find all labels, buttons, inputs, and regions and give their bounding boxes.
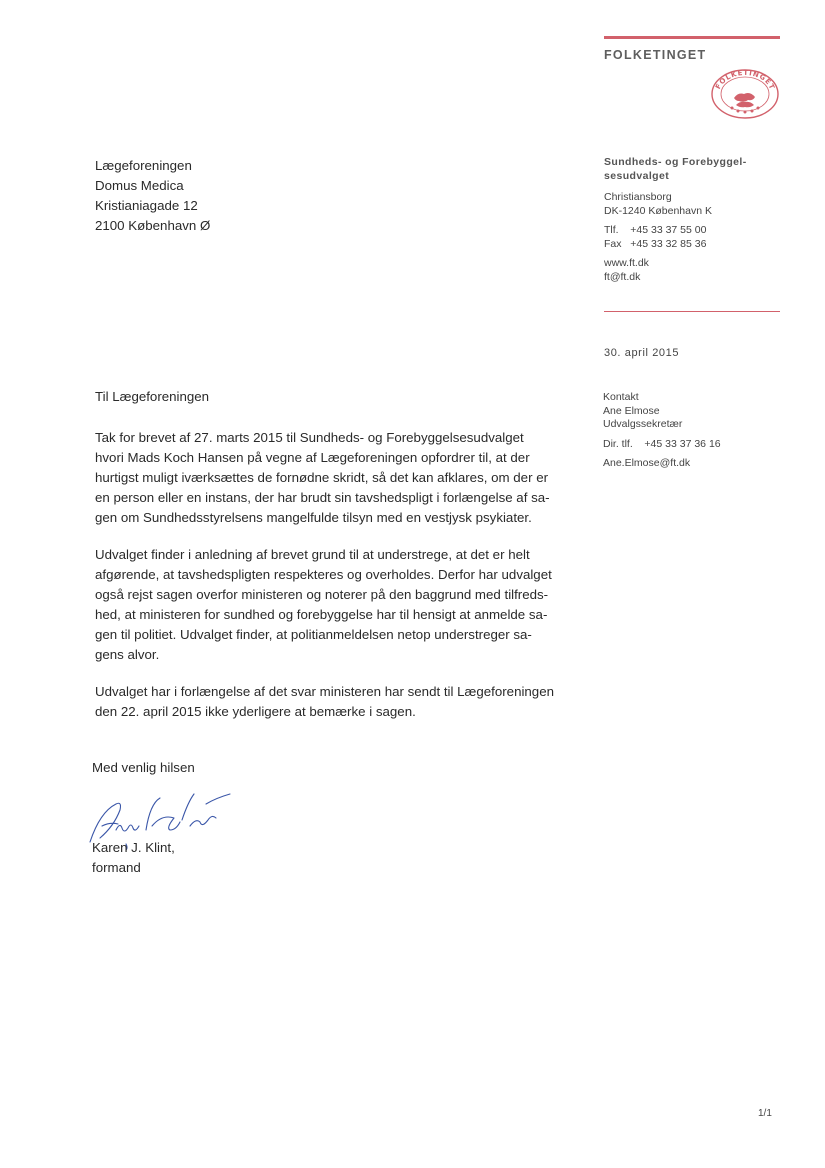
committee-email: ft@ft.dk <box>604 270 641 283</box>
paragraph-line: Tak for brevet af 27. marts 2015 til Sundheds- og Forebyggelsesudvalget <box>95 430 524 445</box>
paragraph-line: hvori Mads Koch Hansen på vegne af Lægeforeningen opfordrer til, at der <box>95 450 530 465</box>
letter-date: 30. april 2015 <box>604 347 680 359</box>
recipient-city: 2100 København Ø <box>95 218 211 233</box>
paragraph-line: hed, at ministeren for sundhed og forebyggelse har til hensigt at anmelde sa- <box>95 607 548 622</box>
paragraph-line: afgørende, at tavshedspligten respekteres og overholdes. Derfor har udvalget <box>95 567 552 582</box>
paragraph-line: gens alvor. <box>95 647 160 662</box>
header-rule <box>604 36 780 39</box>
folketinget-seal-logo <box>710 68 780 120</box>
recipient-street: Kristianiagade 12 <box>95 198 198 213</box>
paragraph-3 <box>95 682 575 722</box>
signer-block <box>92 838 175 878</box>
recipient-name: Lægeforeningen <box>95 158 192 173</box>
recipient-line-2: Domus Medica <box>95 178 184 193</box>
signer-title: formand <box>92 860 141 875</box>
contact-direct-phone: Dir. tlf. +45 33 37 36 16 <box>603 437 721 450</box>
committee-name-line-1: Sundheds- og Forebyggel- <box>604 156 747 168</box>
header-bottom-rule <box>604 311 780 312</box>
organization-name: FOLKETINGET <box>604 48 707 62</box>
page-number: 1/1 <box>758 1108 772 1119</box>
contact-email: Ane.Elmose@ft.dk <box>603 457 691 469</box>
paragraph-1 <box>95 428 575 528</box>
paragraph-2 <box>95 545 575 665</box>
paragraph-line: den 22. april 2015 ikke yderligere at bemærke i sagen. <box>95 704 416 719</box>
committee-address-1: Christiansborg <box>604 191 672 203</box>
paragraph-line: hurtigst muligt iværksættes de fornødne skridt, så det kan afklares, om der er <box>95 470 549 485</box>
svg-text:FOLKETINGET: FOLKETINGET <box>714 68 777 92</box>
committee-info <box>604 155 780 284</box>
committee-address-2: DK-1240 København K <box>604 204 712 217</box>
closing: Med venlig hilsen <box>92 760 195 775</box>
contact-info <box>603 391 721 471</box>
paragraph-line: gen til politiet. Udvalget finder, at politianmeldelsen netop understreger sa- <box>95 627 532 642</box>
contact-heading: Kontakt <box>603 391 639 403</box>
signer-name: Karen J. Klint, <box>92 840 175 855</box>
paragraph-line: gen om Sundhedsstyrelsens mangelfulde tilsyn med en vestjysk psykiater. <box>95 510 532 525</box>
paragraph-line: Udvalget har i forlængelse af det svar ministeren har sendt til Lægeforeningen <box>95 684 554 699</box>
salutation: Til Lægeforeningen <box>95 389 210 404</box>
recipient-address <box>95 156 210 236</box>
committee-name-line-2: sesudvalget <box>604 170 670 182</box>
committee-fax: Fax +45 33 32 85 36 <box>604 237 707 250</box>
committee-website: www.ft.dk <box>604 257 649 269</box>
paragraph-line: en person eller en instans, der har brudt sin tavshedspligt i forlængelse af sa- <box>95 490 550 505</box>
contact-name: Ane Elmose <box>603 404 660 417</box>
contact-title: Udvalgssekretær <box>603 418 683 430</box>
paragraph-line: også rejst sagen overfor ministeren og noterer på den baggrund med tilfreds- <box>95 587 549 602</box>
paragraph-line: Udvalget finder i anledning af brevet grund til at understrege, at det er helt <box>95 547 530 562</box>
committee-phone: Tlf. +45 33 37 55 00 <box>604 224 707 236</box>
